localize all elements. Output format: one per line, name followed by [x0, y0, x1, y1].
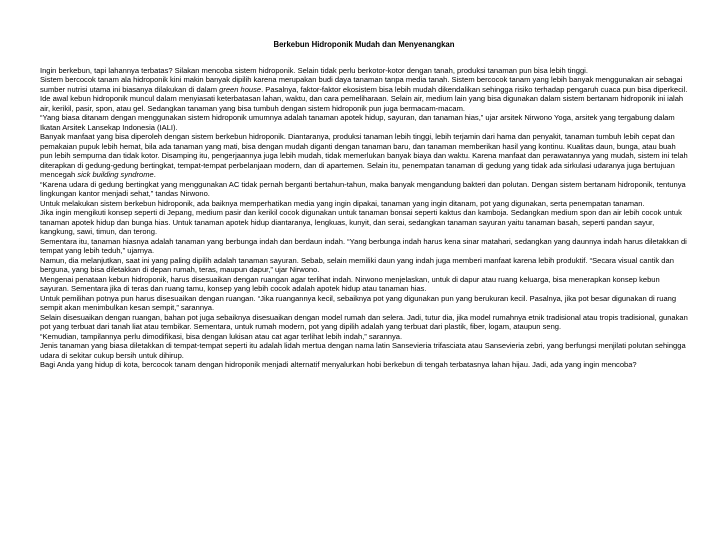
- paragraph-text: Sistem bercocok tanam ala hidroponik kini makin banyak dipilih karena merupakan budi daya tanaman tanpa media tanah. Sistem bercocok tanam yang lebih banyak menggunakan air sebagai sumber nutrisi utama ini biasanya dilakukan di dalam: [40, 75, 683, 94]
- paragraph-text: Banyak manfaat yang bisa diperoleh dengan sistem berkebun hidroponik. Diantaranya, produksi tanaman lebih tinggi, lebih terjamin dari hama dan penyakit, tanaman tumbuh lebih cepat dan pemakaian pupuk lebih hemat, bila ada tanaman yang mati, bisa dengan mudah diganti dengan tanaman baru, dan tanaman memberikan hasil yang kontinu. Kualitas daun, bunga, atau buah pun lebih sempurna dan tidak kotor. Disamping itu, pengerjaannya juga lebih mudah, tidak memerlukan banyak biaya dan waktu. Karena manfaat dan perawatannya yang mudah, sistem ini telah diterapkan di gedung-gedung bertingkat, tempat-tempat perbelanjaan modern, dan di apartemen. Selain itu, penempatan tanaman di gedung yang tidak ada sirkulasi udaranya juga bertujuan mencegah: [40, 132, 688, 179]
- paragraph-text: Untuk melakukan sistem berkebun hidroponik, ada baiknya memperhatikan media yang ingin dipakai, tanaman yang ingin ditanam, pot yang digunakan, serta penempatan tanaman.: [40, 198, 645, 208]
- document-title: Berkebun Hidroponik Mudah dan Menyenangkan: [273, 40, 455, 49]
- paragraph: [40, 66, 688, 76]
- paragraph-text: Bagi Anda yang hidup di kota, bercocok tanam dengan hidroponik menjadi alternatif menyalurkan hobi berkebun di tengah terbatasnya lahan hijau. Jadi, ada yang ingin mencoba?: [40, 360, 637, 369]
- paragraph-text: “Karena udara di gedung bertingkat yang menggunakan AC tidak pernah berganti bertahun-tahun, maka banyak mengandung bakteri dan polutan. Dengan sistem bertanam hidroponik, tentunya lingkungan kantor menjadi sehat,” tandas Nirwono.: [40, 179, 686, 198]
- paragraph: [40, 113, 688, 132]
- paragraph-text: . Pasalnya, faktor-faktor ekosistem bisa lebih mudah dikendalikan sehingga risiko terhadap pengaruh cuaca pun bisa diperkecil. Ide awal kebun hidroponik muncul dalam menyiasati keterbatasan lahan, waktu, dan cara pemeliharaan. Selain air, medium lain yang bisa digunakan dalam sistem bertanam hidroponik ini ialah air, kerikil, pasir, spon, atau gel. Sedangkan tanaman yang bisa tumbuh dengan sistem hidroponik pun juga bermacam-macam.: [40, 84, 688, 113]
- paragraph: [40, 294, 688, 313]
- paragraph-text: Untuk pemilihan potnya pun harus disesuaikan dengan ruangan. “Jika ruangannya kecil, sebaiknya pot yang digunakan pun yang berukuran kecil. Pasalnya, jika pot besar digunakan di ruang sempit akan menimbulkan kesan sempit,” sarannya.: [40, 293, 677, 312]
- paragraph: [40, 313, 688, 332]
- document-body: [40, 66, 688, 370]
- paragraph: [40, 341, 688, 360]
- paragraph-text: Sementara itu, tanaman hiasnya adalah tanaman yang berbunga indah dan berdaun indah. “Yang berbunga indah harus kena sinar matahari, sedangkan yang daunnya indah harus diletakkan di tempat yang lebih teduh,” ujarnya.: [40, 236, 687, 255]
- paragraph: [40, 256, 688, 275]
- paragraph: [40, 360, 688, 370]
- paragraph-text: Jenis tanaman yang biasa diletakkan di tempat-tempat seperti itu adalah lidah mertua dengan nama latin Sansevieria trifasciata atau Sansevieria zebri, yang berfungsi menjilati polutan sehingga udara di sekitar cukup bersih untuk dihirup.: [40, 341, 686, 360]
- paragraph: [40, 332, 688, 342]
- paragraph: [40, 199, 688, 209]
- italic-text: green house: [219, 84, 262, 94]
- paragraph: [40, 75, 688, 113]
- paragraph: [40, 208, 688, 237]
- paragraph: [40, 275, 688, 294]
- paragraph-text: “Kemudian, tampilannya perlu dimodifikasi, bisa dengan lukisan atau cat agar terlihat lebih indah,” sarannya.: [40, 331, 403, 341]
- paragraph-text: Ingin berkebun, tapi lahannya terbatas? Silakan mencoba sistem hidroponik. Selain tidak perlu berkotor-kotor dengan tanah, produksi tanaman pun bisa lebih tinggi.: [40, 65, 588, 75]
- italic-text: sick building syndrome: [77, 170, 154, 179]
- paragraph: [40, 237, 688, 256]
- paragraph-text: “Yang biasa ditanam dengan menggunakan sistem hidroponik umumnya adalah tanaman apotek hidup, sayuran, dan tanaman hias,” ujar arsitek Nirwono Yoga, arsitek yang tergabung dalam Ikatan Arsitek Lansekap Indonesia (IALI).: [40, 113, 675, 132]
- document-page: [40, 40, 688, 370]
- paragraph: [40, 180, 688, 199]
- paragraph-text: Namun, dia melanjutkan, saat ini yang paling dipilih adalah tanaman sayuran. Sebab, selain memiliki daun yang indah juga memberi manfaat karena lebih produktif. “Secara visual cantik dan berguna, yang bisa diletakkan di depan rumah, teras, maupun dapur,” ujar Nirwono.: [40, 255, 674, 274]
- paragraph-text: Selain disesuaikan dengan ruangan, bahan pot juga sebaiknya disesuaikan dengan model rumah dan selera. Jadi, tutur dia, jika model rumahnya etnik tradisional atau tropis tradisional, gunakan pot yang terbuat dari tanah liat atau tembikar. Sementara, untuk rumah modern, pot yang dipilih adalah yang terbuat dari plastik, fiber, logam, ataupun seng.: [40, 312, 688, 331]
- paragraph-text: .: [153, 170, 156, 179]
- paragraph-text: Jika ingin mengikuti konsep seperti di Jepang, medium pasir dan kerikil cocok digunakan untuk tanaman bonsai seperti kaktus dan kamboja. Sedangkan medium spon dan air lebih cocok untuk tanaman apotek hidup dan bunga hias. Untuk tanaman apotek hidup diantaranya, lengkuas, kunyit, dan serai, sedangkan tanaman sayuran yaitu tanaman basah, seperti pandan sayur, kangkung, sawi, timun, dan terong.: [40, 208, 682, 236]
- paragraph-text: Mengenai penataan kebun hidroponik, harus disesuaikan dengan ruangan agar terlihat indah. Nirwono menjelaskan, untuk di dapur atau ruang keluarga, bisa menerapkan konsep kebun sayuran. Sementara jika di teras dan ruang tamu, konsep yang lebih cocok adalah apotek hidup atau tanaman hias.: [40, 274, 660, 293]
- paragraph: [40, 132, 688, 180]
